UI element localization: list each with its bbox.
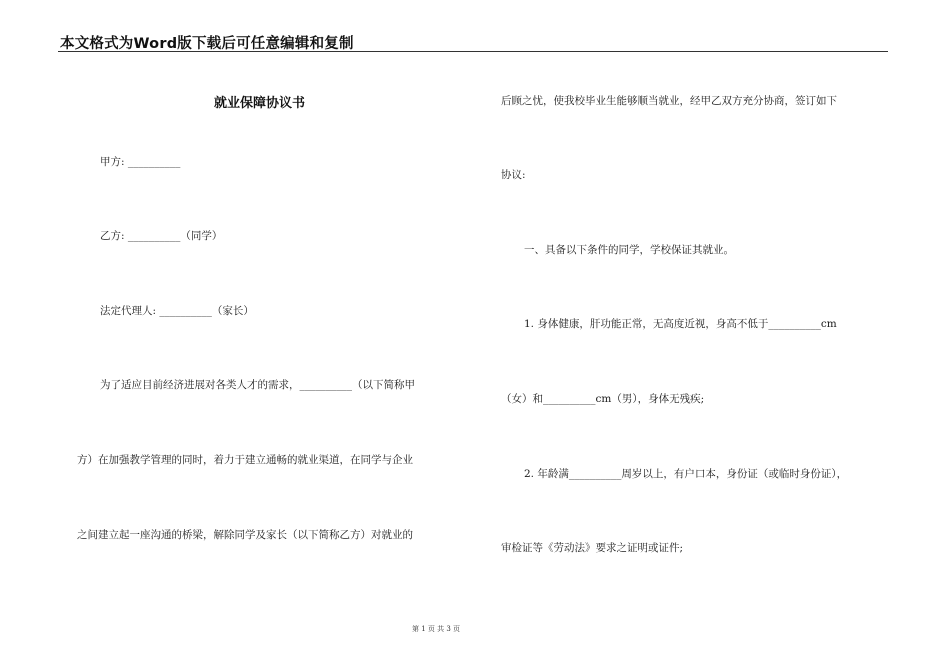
- page-number-footer: 第 1 页 共 3 页: [412, 625, 461, 633]
- condition-item: 1. 身体健康，肝功能正常，无高度近视，身高不低于__________cm: [524, 318, 837, 330]
- section-heading: 一、具备以下条件的同学，学校保证其就业。: [524, 244, 734, 256]
- body-paragraph-line: 之间建立起一座沟通的桥梁，解除同学及家长（以下简称乙方）对就业的: [77, 529, 413, 541]
- condition-item: 2. 年龄满__________周岁以上，有户口本，身份证（或临时身份证），: [524, 468, 848, 480]
- condition-item: （女）和__________cm（男），身体无残疾;: [501, 393, 705, 405]
- body-paragraph-line: 协议:: [501, 169, 526, 181]
- document-title: 就业保障协议书: [214, 96, 306, 111]
- page-header-title: 本文格式为Word版下载后可任意编辑和复制: [60, 36, 354, 52]
- legal-representative-line: 法定代理人: __________（家长）: [100, 305, 254, 317]
- body-paragraph-line: 方）在加强教学管理的同时，着力于建立通畅的就业渠道，在同学与企业: [77, 454, 413, 466]
- party-b-line: 乙方: __________（同学）: [100, 230, 223, 242]
- party-a-line: 甲方: __________: [100, 156, 181, 168]
- condition-item: 审检证等《劳动法》要求之证明或证件;: [501, 542, 684, 554]
- page-header-rule: [58, 51, 888, 52]
- body-paragraph-line: 后顾之忧，使我校毕业生能够顺当就业，经甲乙双方充分协商，签订如下: [501, 95, 837, 107]
- body-paragraph-line: 为了适应目前经济进展对各类人才的需求，__________（以下简称甲: [100, 379, 415, 391]
